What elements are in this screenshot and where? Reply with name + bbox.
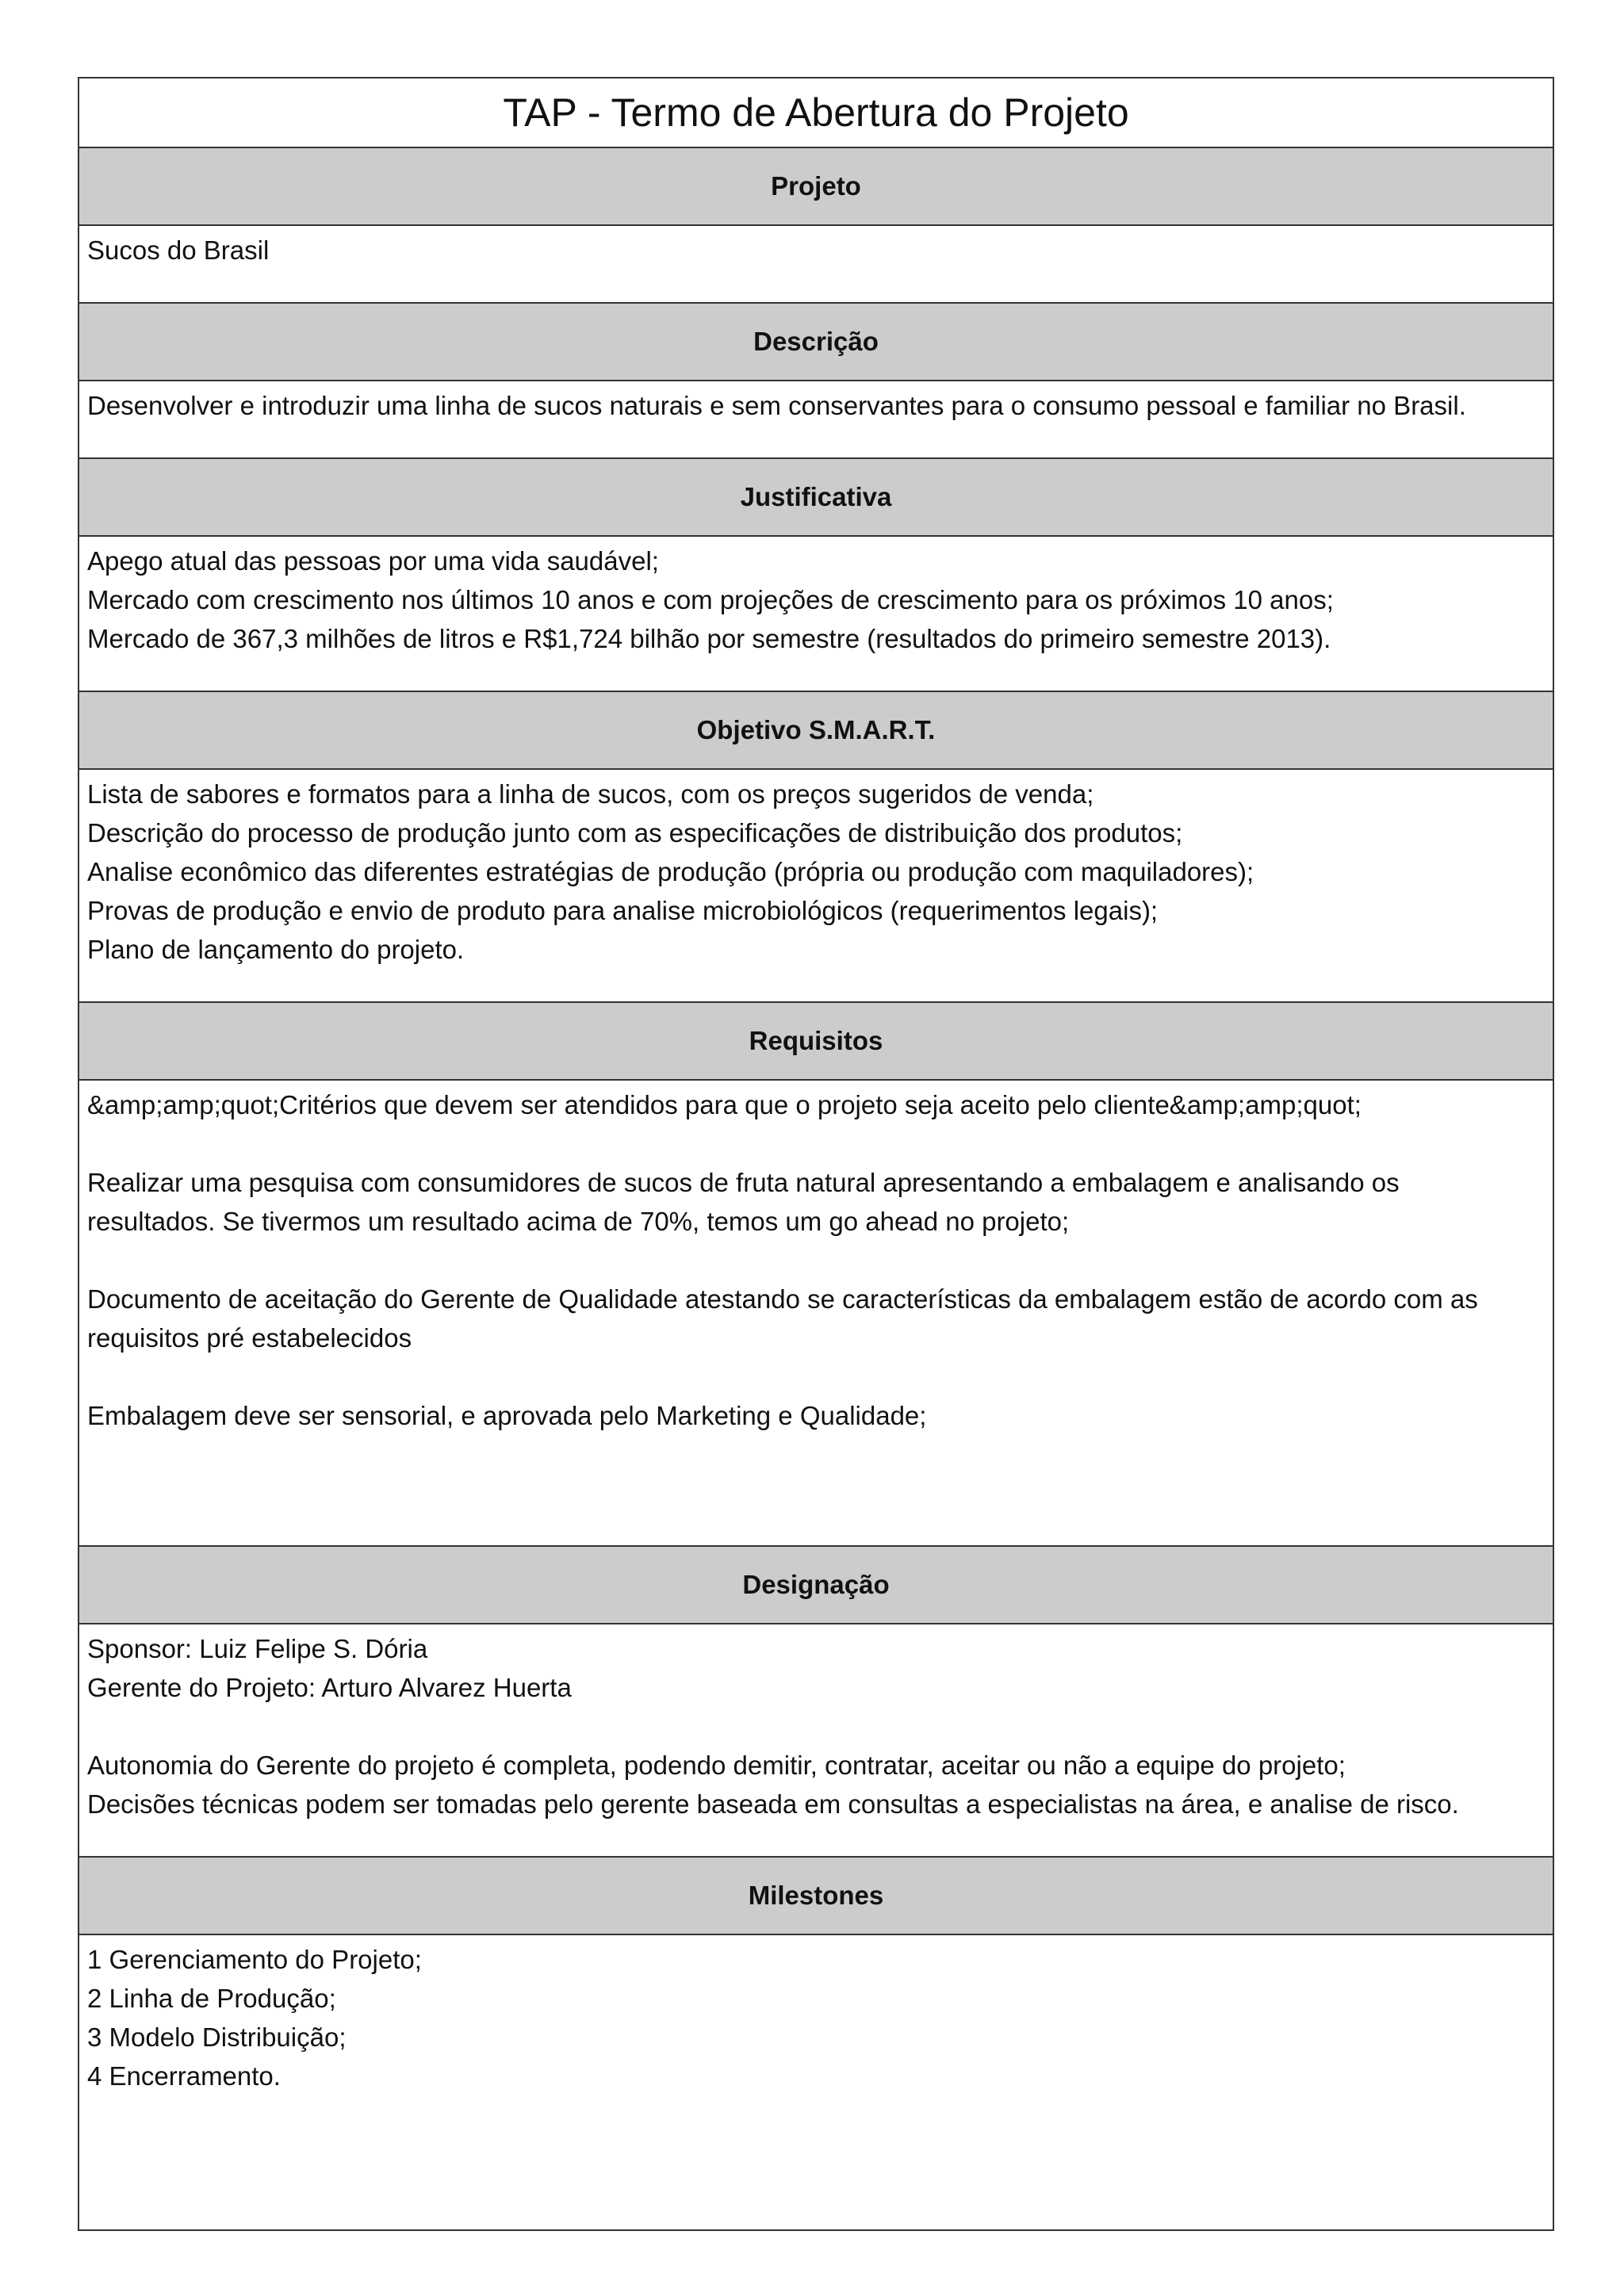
requisitos-line: Documento de aceitação do Gerente de Qualidade atestando se características da embalagem estão de acordo com as (87, 1284, 1478, 1314)
requisitos-line: requisitos pré estabelecidos (87, 1323, 412, 1353)
section-body-milestones (79, 1935, 1553, 2229)
milestone-item: 2 Linha de Produção; (87, 1984, 336, 2013)
section-body-descricao (79, 381, 1553, 459)
justificativa-line: Apego atual das pessoas por uma vida saudável; (87, 546, 659, 576)
section-body-objetivo (79, 770, 1553, 1003)
descricao-line: Desenvolver e introduzir uma linha de sucos naturais e sem conservantes para o consumo pessoal e familiar no Brasil. (87, 391, 1466, 420)
justificativa-line: Mercado com crescimento nos últimos 10 anos e com projeções de crescimento para os próximos 10 anos; (87, 585, 1334, 614)
designacao-line: Autonomia do Gerente do projeto é completa, podendo demitir, contratar, aceitar ou não a equipe do projeto; (87, 1751, 1346, 1780)
justificativa-line: Mercado de 367,3 milhões de litros e R$1,724 bilhão por semestre (resultados do primeiro semestre 2013). (87, 624, 1331, 653)
designacao-line: Decisões técnicas podem ser tomadas pelo gerente baseada em consultas a especialistas na área, e analise de risco. (87, 1789, 1459, 1819)
objetivo-line: Analise econômico das diferentes estratégias de produção (própria ou produção com maquiladores); (87, 857, 1254, 886)
objetivo-line: Plano de lançamento do projeto. (87, 935, 465, 964)
section-header-designacao: Designação (79, 1547, 1553, 1624)
section-header-requisitos: Requisitos (79, 1003, 1553, 1081)
tap-document (78, 77, 1554, 2231)
section-header-justificativa: Justificativa (79, 459, 1553, 537)
section-body-justificativa (79, 537, 1553, 692)
milestone-item: 4 Encerramento. (87, 2061, 281, 2091)
designacao-line: Sponsor: Luiz Felipe S. Dória (87, 1634, 428, 1663)
requisitos-line: resultados. Se tivermos um resultado acima de 70%, temos um go ahead no projeto; (87, 1207, 1070, 1236)
section-body-requisitos (79, 1081, 1553, 1547)
milestone-item: 3 Modelo Distribuição; (87, 2022, 347, 2052)
section-header-projeto: Projeto (79, 148, 1553, 226)
objetivo-line: Provas de produção e envio de produto para analise microbiológicos (requerimentos legais); (87, 896, 1159, 925)
objetivo-line: Lista de sabores e formatos para a linha de sucos, com os preços sugeridos de venda; (87, 779, 1094, 809)
section-header-objetivo: Objetivo S.M.A.R.T. (79, 692, 1553, 770)
milestone-item: 1 Gerenciamento do Projeto; (87, 1945, 422, 1974)
requisitos-line: Realizar uma pesquisa com consumidores de sucos de fruta natural apresentando a embalagem e analisando os (87, 1168, 1400, 1197)
document-title: TAP - Termo de Abertura do Projeto (79, 78, 1553, 148)
section-body-projeto (79, 226, 1553, 304)
objetivo-line: Descrição do processo de produção junto com as especificações de distribuição dos produtos; (87, 818, 1183, 848)
section-body-designacao (79, 1624, 1553, 1858)
requisitos-line: &amp;amp;quot;Critérios que devem ser atendidos para que o projeto seja aceito pelo cliente&amp;amp;quot; (87, 1090, 1362, 1119)
designacao-line: Gerente do Projeto: Arturo Alvarez Huerta (87, 1673, 572, 1702)
section-header-milestones: Milestones (79, 1858, 1553, 1935)
requisitos-line: Embalagem deve ser sensorial, e aprovada pelo Marketing e Qualidade; (87, 1401, 927, 1430)
projeto-line: Sucos do Brasil (87, 235, 270, 265)
section-header-descricao: Descrição (79, 304, 1553, 381)
